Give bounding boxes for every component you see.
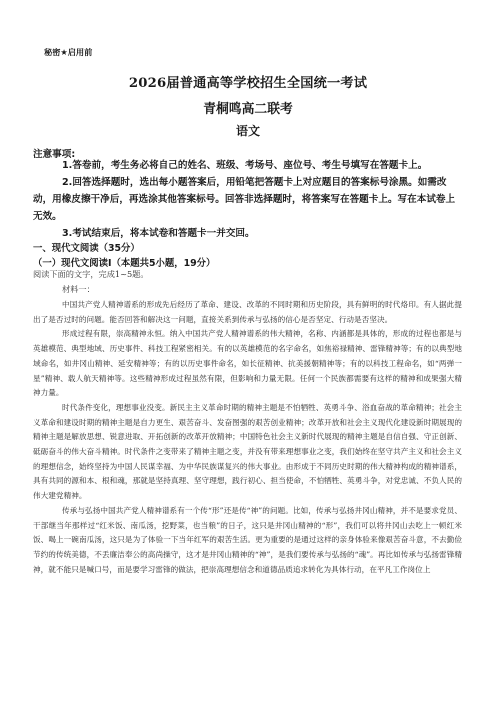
section-subtitle: （一）现代文阅读Ⅰ（本题共5小题，19分） — [33, 258, 216, 269]
subject-title: 语文 — [235, 124, 260, 138]
passage-body — [33, 298, 462, 577]
note-item-1: 1.答卷前，考生务必将自己的姓名、班级、考场号、座位号、考生号填写在答题卡上。 — [62, 160, 428, 171]
exam-subtitle: 青桐鸣高二联考 — [203, 102, 293, 117]
section-title: 一、现代文阅读（35分） — [33, 243, 140, 254]
exam-title: 2026届普通高等学校招生全国统一考试 — [128, 76, 368, 91]
material-label: 材料一： — [62, 284, 95, 294]
note-item-3: 3.考试结束后，将本试卷和答题卡一并交回。 — [62, 228, 255, 239]
notes-heading: 注意事项: — [33, 149, 76, 160]
note-item-2: 2.回答选择题时，选出每小题答案后，用铅笔把答题卡上对应题目的答案标号涂黑。如需改动，用橡皮擦干净后，再选涂其他答案标号。回答非选择题时，将答案写在答题卡上。写在本试卷上无效。 — [33, 177, 456, 223]
passage-paragraph-2: 形成过程有限，崇高精神永恒。纳入中国共产党人精神谱系的伟大精神，名称、内涵都是具体的，形成的过程也都是与英雄模范、典型地域、历史事件、科技工程紧密相关。有的以英雄模范的名字命名，如焦裕禄精神、雷锋精神等；有的以典型地域命名，如井冈山精神、延安精神等；有的以历史事件命名，如长征精神、抗美援朝精神等；有的以科技工程命名，如“两弹一星”精神、载人航天精神等。这些精神形成过程虽然有限，但影响和力量无限。任何一个民族都需要有这样的精神和成果强大精神力量。 — [33, 329, 462, 398]
passage-paragraph-4: 传承与弘扬中国共产党人精神谱系有一个传“形”还是传“神”的问题。比如，传承与弘扬井冈山精神，并不是要求党员、干部继当年那样过“红米饭、南瓜汤，挖野菜，也当粮”的日子，这只是井冈山精神的“形”，我们可以将井冈山去吃上一顿红米饭、喝上一碗南瓜汤，这只是为了体验一下当年红军的艰苦生活。更为重要的是通过这样的亲身体验来像艰苦奋斗意，不去勤俭节约的传统美德，不丢廉洁奉公的高尚操守，这才是井冈山精神的“神”，是我们要传承与弘扬的“魂”。再比如传承与弘扬雷锋精神，就不能只是喊口号，而是要学习雷锋的做法，把崇高理想信念和道德品质追求转化为具体行动，在平凡工作岗位上 — [33, 505, 462, 574]
passage-paragraph-1: 中国共产党人精神谱系的形成先后经历了革命、建设、改革的不同时期和历史阶段，具有鲜明的时代烙印。有人据此提出了是否过时的问题。能否回答和解决这一问题，直接关系到传承与弘扬的信心是否坚定、行动是否坚决。 — [33, 300, 462, 324]
reading-instruction: 阅读下面的文字，完成1~5题。 — [33, 269, 149, 279]
passage-paragraph-3: 时代条件变化，理想事业没变。新民主主义革命时期的精神主题是不怕牺牲、英勇斗争、浴血奋战的革命精神；社会主义革命和建设时期的精神主题是自力更生、艰苦奋斗、发奋图强的艰苦创业精神；改革开放和社会主义现代化建设新时期展现的精神主题是解放思想、锐意进取、开拓创新的改革开放精神；中国特色社会主义新时代展现的精神主题是自信自强、守正创新、砥砺奋斗的伟大奋斗精神。时代条件之变带来了精神主题之变，并没有带来理想事业之变，我们始终在坚守共产主义和社会主义的理想信念，始终坚持为中国人民谋幸福、为中华民族谋复兴的伟大事业。由形成于不同历史时期的伟大精神构成的精神谱系，具有共同的源和本、根和魂，那就是坚持真理、坚守理想，践行初心、担当使命，不怕牺牲、英勇斗争，对党忠诚、不负人民的伟大建党精神。 — [33, 402, 462, 501]
secret-label: 秘密★启用前 — [44, 47, 93, 57]
